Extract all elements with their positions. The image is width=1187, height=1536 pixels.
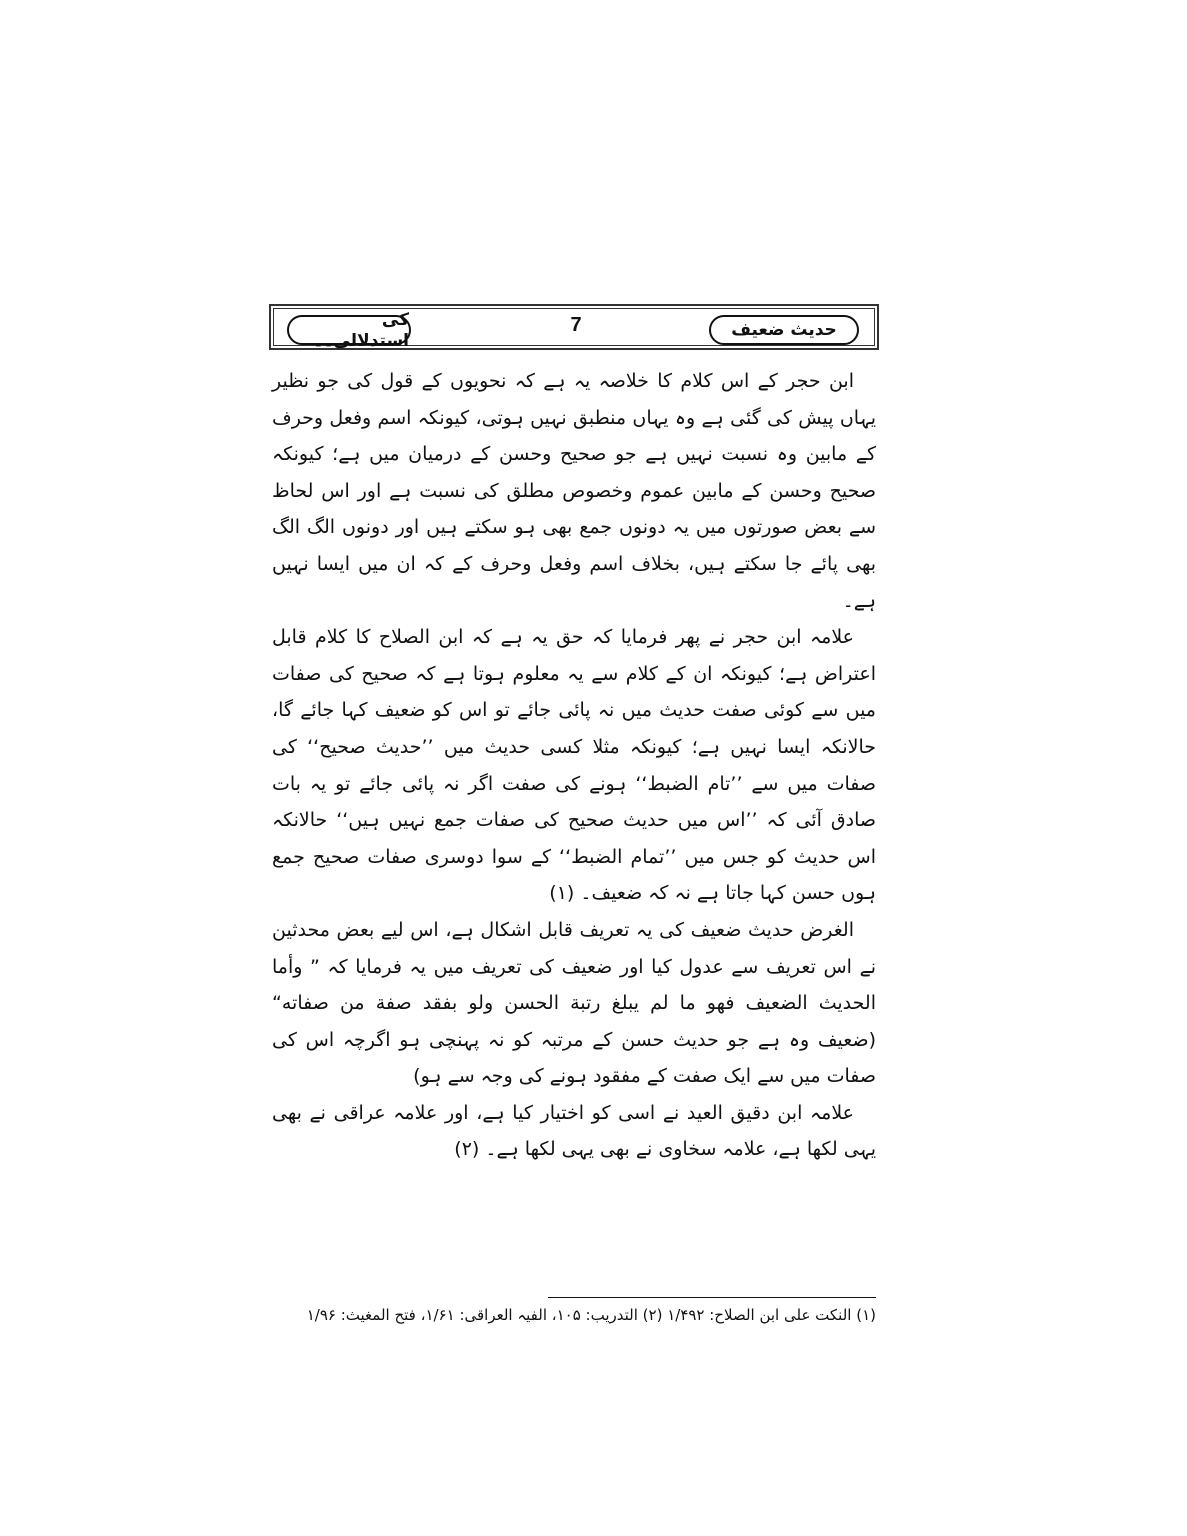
section-title-badge: کی استدلالی۔۔: [287, 315, 411, 345]
page-number: 7: [570, 314, 582, 336]
footnotes: (۱) النکت علی ابن الصلاح: ۱/۴۹۲ (۲) التدریب: ۱۰۵، الفیہ العراقی: ۱/۶۱، فتح المغیث: ۱/۹۶: [306, 1306, 876, 1324]
paragraph-1: ابن حجر کے اس کلام کا خلاصہ یہ ہے کہ نحویوں کے قول کی جو نظیر یہاں پیش کی گئی ہے وہ یہاں منطبق نہیں ہوتی، کیونکہ اسم وفعل وحرف کے مابین وہ نسبت نہیں ہے جو صحیح وحسن کے درمیان میں ہے؛ کیونکہ صحیح وحسن کے مابین عموم وخصوص مطلق کی نسبت ہے اور اس لحاظ سے بعض صورتوں میں یہ دونوں جمع بھی ہو سکتے ہیں اور دونوں الگ الگ بھی پائے جا سکتے ہیں، بخلاف اسم وفعل وحرف کے کہ ان میں ایسا نہیں ہے۔: [272, 370, 876, 612]
paragraph-2: علامہ ابن حجر نے پھر فرمایا کہ حق یہ ہے کہ ابن الصلاح کا کلام قابل اعتراض ہے؛ کیونکہ ان کے کلام سے یہ معلوم ہوتا ہے کہ صحیح کی صفات میں سے کوئی صفت حدیث میں نہ پائی جائے تو اس کو ضعیف کہا جائے گا، حالانکہ ایسا نہیں ہے؛ کیونکہ مثلا کسی حدیث میں ’’حدیث صحیح‘‘ کی صفات میں سے ’’تام الضبط‘‘ ہونے کی صفت اگر نہ پائی جائے تو یہ بات صادق آئی کہ ’’اس میں حدیث صحیح کی صفات جمع نہیں ہیں‘‘ حالانکہ اس حدیث کو جس میں ’’تمام الضبط‘‘ کے سوا دوسری صفات صحیح جمع ہوں حسن کہا جاتا ہے نہ کہ ضعیف۔ (۱): [272, 626, 876, 905]
paragraph-4: علامہ ابن دقیق العید نے اسی کو اختیار کیا ہے، اور علامہ عراقی نے بھی یہی لکھا ہے، علامہ سخاوی نے بھی یہی لکھا ہے۔ (۲): [272, 1101, 876, 1161]
book-title-badge: حدیث ضعیف: [709, 315, 859, 345]
main-text: [272, 363, 876, 1168]
footnote-divider: [548, 1297, 876, 1298]
paragraph-3: الغرض حدیث ضعیف کی یہ تعریف قابل اشکال ہے، اس لیے بعض محدثین نے اس تعریف سے عدول کیا اور ضعیف کی تعریف میں یہ فرمایا کہ ” وأما الحديث الضعيف فهو ما لم يبلغ رتبة الحسن ولو بفقد صفة من صفاته“ (ضعیف وہ ہے جو حدیث حسن کے مرتبہ کو نہ پہنچی ہو اگرچہ اس کی صفات میں سے ایک صفت کے مفقود ہونے کی وجہ سے ہو): [272, 918, 876, 1088]
page-header: [269, 304, 879, 350]
